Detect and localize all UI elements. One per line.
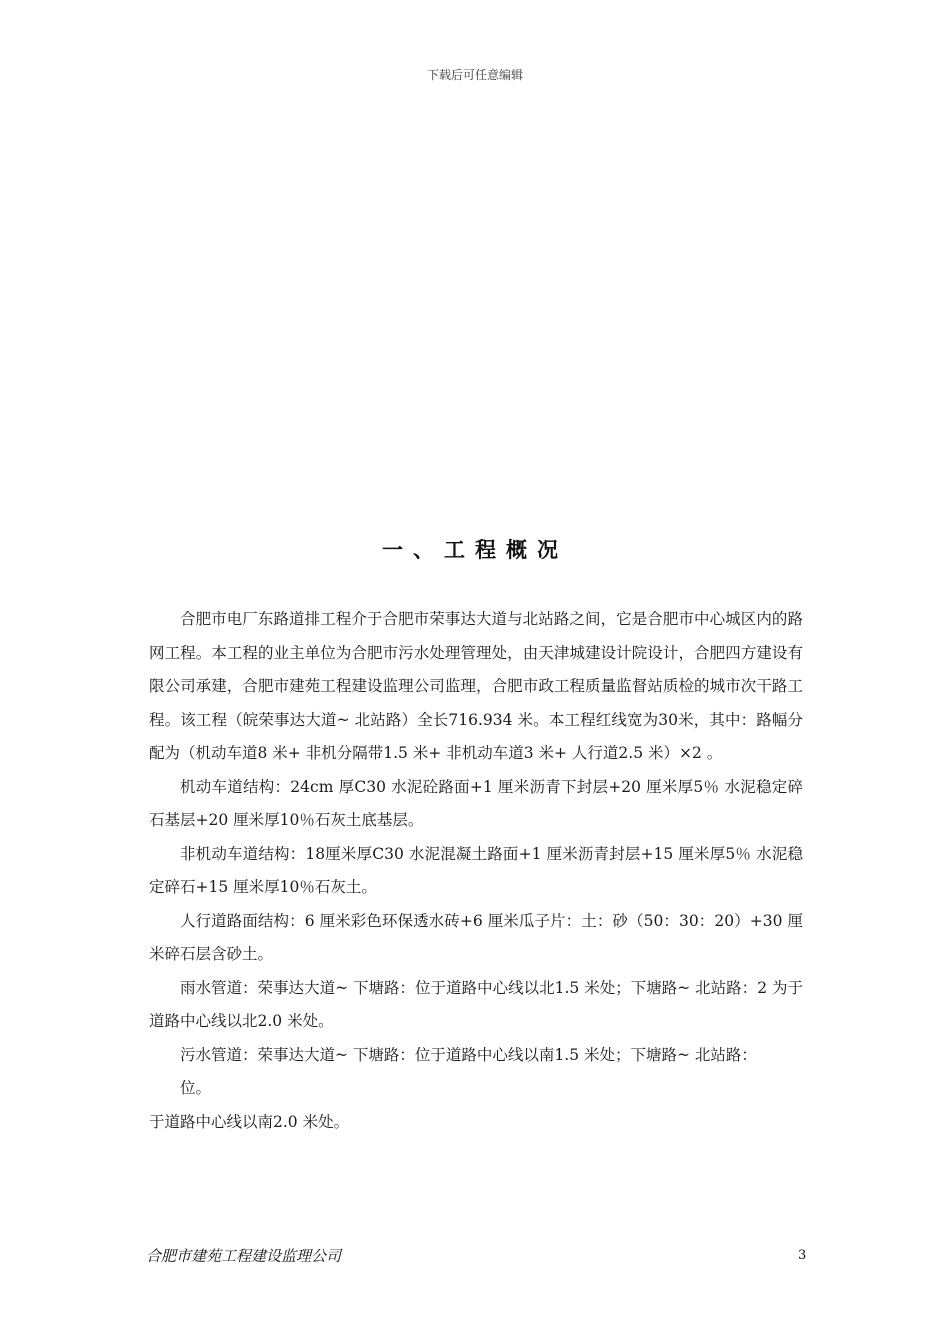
paragraph-non-motorway-structure: 非机动车道结构：18厘米厚C30 水泥混凝土路面+1 厘米沥青封层+15 厘米厚5％ 水泥稳定碎石+15 厘米厚10％石灰土。 — [149, 844, 803, 896]
body-text — [149, 603, 803, 1139]
paragraph-fragment-last: 于道路中心线以南2.0 米处。 — [149, 1112, 350, 1131]
footer-company: 合肥市建苑工程建设监理公司 — [146, 1247, 342, 1265]
paragraph-motorway-structure: 机动车道结构：24cm 厚C30 水泥砼路面+1 厘米沥青下封层+20 厘米厚5％ 水泥稳定碎石基层+20 厘米厚10％石灰土底基层。 — [149, 777, 803, 829]
paragraph-fragment: 位。 — [180, 1079, 212, 1097]
page-header-note: 下载后可任意编辑 — [426, 68, 523, 82]
paragraph-overview: 合肥市电厂东路道排工程介于合肥市荣事达大道与北站路之间，它是合肥市中心城区内的路网工程。本工程的业主单位为合肥市污水处理管理处，由天津城建设计院设计，合肥四方建设有限公司承建，合肥市建苑工程建设监理公司监理，合肥市政工程质量监督站质检的城市次干路工程。该工程（皖荣事达大道~ 北站路）全长716.934 米。本工程红线宽为30米，其中：路幅分配为（机动车道8 米+ 非机分隔带1.5 米+ 非机动车道3 米+ 人行道2.5 米）×2 。 — [149, 610, 803, 762]
paragraph-sidewalk-structure: 人行道路面结构：6 厘米彩色环保透水砖+6 厘米瓜子片：土：砂（50：30：20）+30 厘米碎石层含砂土。 — [149, 911, 803, 963]
paragraph-sewage-pipe: 污水管道：荣事达大道~ 下塘路：位于道路中心线以南1.5 米处；下塘路~ 北站路： — [180, 1045, 757, 1064]
paragraph-rain-pipe: 雨水管道：荣事达大道~ 下塘路：位于道路中心线以北1.5 米处；下塘路~ 北站路：2 为于道路中心线以北2.0 米处。 — [149, 978, 803, 1030]
page-number: 3 — [798, 1248, 807, 1263]
section-title: 一、工程概况 — [382, 537, 568, 562]
